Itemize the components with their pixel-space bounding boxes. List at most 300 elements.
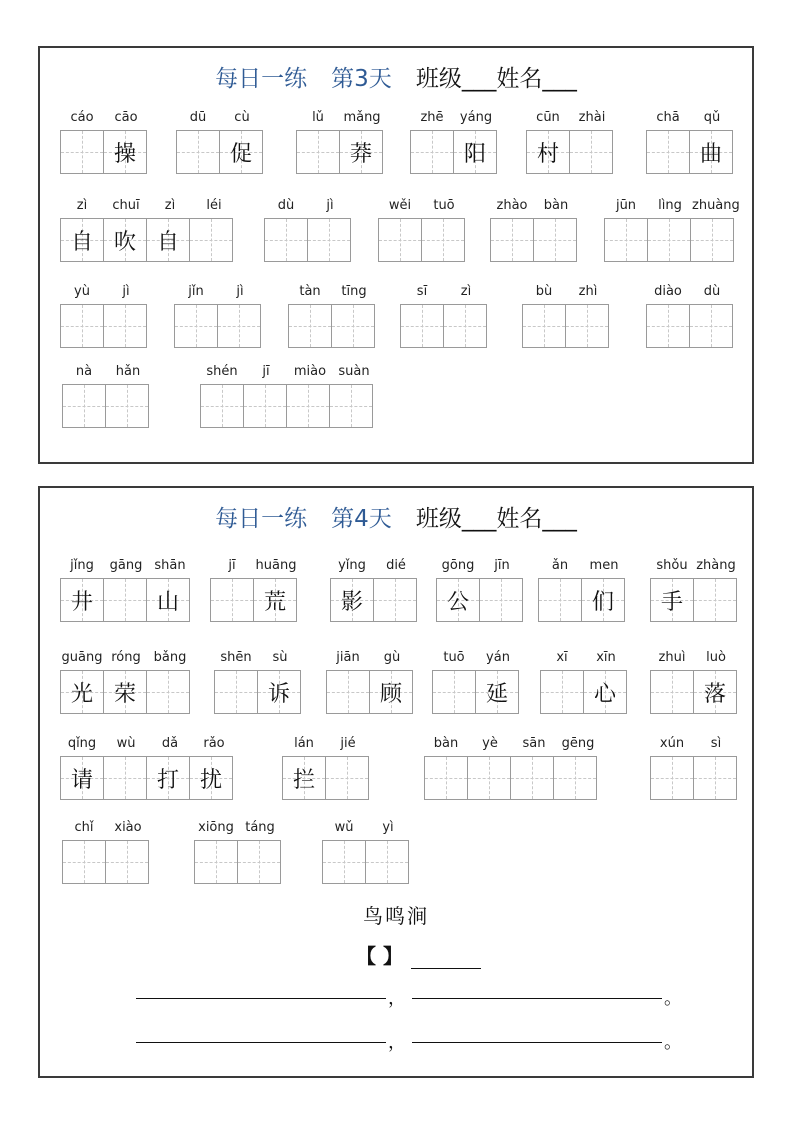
pinyin-syllable: qǐng <box>67 736 97 751</box>
hanzi-character: 扰 <box>199 767 222 793</box>
hanzi-character: 曲 <box>699 141 722 167</box>
pinyin-syllable: sì <box>710 736 722 751</box>
pinyin-row <box>322 820 410 840</box>
character-box[interactable] <box>103 578 147 622</box>
pinyin-syllable: sān <box>522 736 546 751</box>
character-box[interactable] <box>103 304 147 348</box>
character-box[interactable] <box>264 218 308 262</box>
pinyin-syllable: wù <box>116 736 136 751</box>
writing-grid <box>490 218 577 262</box>
pinyin-syllable: táng <box>245 820 275 835</box>
character-box[interactable] <box>60 130 104 174</box>
writing-grid <box>60 670 190 714</box>
pinyin-syllable: bàn <box>433 736 459 751</box>
pinyin-syllable: yè <box>482 736 498 751</box>
pinyin-row <box>326 650 414 670</box>
pinyin-row <box>436 558 524 578</box>
character-box[interactable] <box>286 384 330 428</box>
pinyin-syllable: shǒu <box>656 558 688 573</box>
character-box[interactable] <box>553 756 597 800</box>
character-box[interactable] <box>105 384 149 428</box>
pinyin-syllable: suàn <box>338 364 370 379</box>
writing-grid <box>60 218 233 262</box>
writing-grid <box>60 130 147 174</box>
writing-grid <box>330 578 417 622</box>
character-box[interactable] <box>378 218 422 262</box>
pinyin-row <box>200 364 376 384</box>
character-box[interactable] <box>189 218 233 262</box>
author-blank[interactable] <box>411 948 481 969</box>
character-box[interactable] <box>647 218 691 262</box>
character-box[interactable] <box>424 756 468 800</box>
character-box[interactable] <box>219 130 263 174</box>
character-box[interactable] <box>146 578 190 622</box>
character-box[interactable] <box>689 304 733 348</box>
writing-grid <box>296 130 383 174</box>
character-box[interactable] <box>373 578 417 622</box>
pinyin-syllable: rǎo <box>203 736 225 751</box>
character-box[interactable] <box>650 756 694 800</box>
hanzi-character: 自 <box>70 229 93 255</box>
pinyin-syllable: xiōng <box>198 820 234 835</box>
writing-grid <box>400 304 487 348</box>
hanzi-character: 阳 <box>463 141 486 167</box>
poem-blank[interactable] <box>412 998 662 999</box>
pinyin-syllable: ǎn <box>551 558 569 573</box>
character-box[interactable] <box>400 304 444 348</box>
title-class-name: 班级___姓名___ <box>415 66 577 92</box>
pinyin-syllable: yán <box>486 650 510 665</box>
character-box[interactable] <box>257 670 301 714</box>
hanzi-character: 手 <box>660 589 683 615</box>
writing-grid <box>322 840 409 884</box>
pinyin-syllable: bǎng <box>153 650 187 665</box>
pinyin-syllable: tuō <box>433 198 455 213</box>
pinyin-syllable: zhuàng <box>692 198 740 213</box>
writing-grid <box>650 670 737 714</box>
hanzi-character: 顾 <box>379 681 402 707</box>
pinyin-row <box>60 198 236 218</box>
pinyin-row <box>60 284 148 304</box>
writing-grid <box>288 304 375 348</box>
writing-grid <box>194 840 281 884</box>
character-box[interactable] <box>282 756 326 800</box>
pinyin-row <box>60 736 236 756</box>
pinyin-syllable: dù <box>703 284 721 299</box>
pinyin-row <box>400 284 488 304</box>
pinyin-syllable: jiān <box>336 650 360 665</box>
hanzi-character: 促 <box>229 141 252 167</box>
hanzi-character: 荒 <box>263 589 286 615</box>
pinyin-syllable: xīn <box>596 650 616 665</box>
writing-grid <box>200 384 373 428</box>
pinyin-row <box>60 650 192 670</box>
pinyin-syllable: tuō <box>443 650 465 665</box>
character-box[interactable] <box>174 304 218 348</box>
writing-grid <box>646 130 733 174</box>
character-box[interactable] <box>103 218 147 262</box>
poem-blank[interactable] <box>136 1042 386 1043</box>
writing-grid <box>174 304 261 348</box>
character-box[interactable] <box>467 756 511 800</box>
pinyin-row <box>650 736 738 756</box>
hanzi-character: 公 <box>446 589 469 615</box>
poem-period: 。 <box>664 988 682 1009</box>
pinyin-syllable: chā <box>656 110 680 125</box>
pinyin-syllable: cù <box>234 110 250 125</box>
character-box[interactable] <box>510 756 554 800</box>
pinyin-syllable: dū <box>189 110 207 125</box>
pinyin-row <box>378 198 466 218</box>
pinyin-row <box>646 284 734 304</box>
character-box[interactable] <box>339 130 383 174</box>
character-box[interactable] <box>443 304 487 348</box>
hanzi-character: 心 <box>593 681 616 707</box>
writing-grid <box>264 218 351 262</box>
pinyin-row <box>176 110 264 130</box>
character-box[interactable] <box>569 130 613 174</box>
pinyin-row <box>646 110 734 130</box>
pinyin-row <box>264 198 352 218</box>
character-box[interactable] <box>103 670 147 714</box>
pinyin-row <box>604 198 740 218</box>
character-box[interactable] <box>331 304 375 348</box>
character-box[interactable] <box>540 670 584 714</box>
writing-grid <box>650 578 737 622</box>
pinyin-syllable: shān <box>154 558 186 573</box>
character-box[interactable] <box>436 578 480 622</box>
character-box[interactable] <box>581 578 625 622</box>
pinyin-syllable: zì <box>460 284 472 299</box>
character-box[interactable] <box>565 304 609 348</box>
character-box[interactable] <box>253 578 297 622</box>
pinyin-syllable: jūn <box>615 198 637 213</box>
pinyin-row <box>62 820 150 840</box>
worksheet-title <box>40 60 752 93</box>
pinyin-syllable: jǐn <box>188 284 204 299</box>
hanzi-character: 请 <box>70 767 93 793</box>
writing-grid <box>60 304 147 348</box>
pinyin-syllable: men <box>589 558 619 573</box>
character-box[interactable] <box>176 130 220 174</box>
pinyin-row <box>330 558 418 578</box>
pinyin-row <box>424 736 600 756</box>
pinyin-syllable: zhē <box>420 110 444 125</box>
character-box[interactable] <box>604 218 648 262</box>
worksheet-day-4 <box>38 486 754 1078</box>
character-box[interactable] <box>103 756 147 800</box>
character-box[interactable] <box>296 130 340 174</box>
pinyin-row <box>194 820 282 840</box>
character-box[interactable] <box>214 670 258 714</box>
character-box[interactable] <box>479 578 523 622</box>
character-box[interactable] <box>60 578 104 622</box>
writing-grid <box>62 840 149 884</box>
character-box[interactable] <box>288 304 332 348</box>
writing-grid <box>378 218 465 262</box>
pinyin-syllable: cāo <box>114 110 138 125</box>
pinyin-row <box>526 110 614 130</box>
writing-grid <box>210 578 297 622</box>
poem-dynasty-bracket: 【 】 <box>356 944 403 968</box>
pinyin-syllable: xī <box>556 650 568 665</box>
pinyin-syllable: jī <box>262 364 270 379</box>
pinyin-syllable: dǎ <box>161 736 179 751</box>
pinyin-syllable: gù <box>383 650 401 665</box>
pinyin-syllable: jì <box>326 198 334 213</box>
poem-blank[interactable] <box>412 1042 662 1043</box>
pinyin-syllable: yù <box>74 284 90 299</box>
pinyin-syllable: bù <box>535 284 553 299</box>
character-box[interactable] <box>538 578 582 622</box>
character-box[interactable] <box>693 578 737 622</box>
pinyin-syllable: chuī <box>112 198 140 213</box>
pinyin-syllable: tīng <box>341 284 367 299</box>
writing-grid <box>646 304 733 348</box>
character-box[interactable] <box>322 840 366 884</box>
character-box[interactable] <box>646 130 690 174</box>
pinyin-syllable: zì <box>164 198 176 213</box>
hanzi-character: 打 <box>156 767 179 793</box>
pinyin-syllable: zhuì <box>658 650 686 665</box>
hanzi-character: 光 <box>70 681 93 707</box>
worksheet-title <box>40 500 752 533</box>
pinyin-syllable: gōng <box>441 558 475 573</box>
pinyin-row <box>432 650 520 670</box>
character-box[interactable] <box>526 130 570 174</box>
pinyin-row <box>410 110 498 130</box>
character-box[interactable] <box>217 304 261 348</box>
character-box[interactable] <box>146 670 190 714</box>
writing-grid <box>526 130 613 174</box>
title-class-name: 班级___姓名___ <box>415 506 577 532</box>
character-box[interactable] <box>237 840 281 884</box>
hanzi-character: 吹 <box>113 229 136 255</box>
pinyin-row <box>490 198 578 218</box>
hanzi-character: 们 <box>591 589 614 615</box>
pinyin-syllable: zhài <box>578 110 606 125</box>
poem-author-line <box>356 940 481 969</box>
pinyin-syllable: guāng <box>61 650 103 665</box>
pinyin-syllable: dié <box>386 558 406 573</box>
writing-grid <box>432 670 519 714</box>
writing-grid <box>214 670 301 714</box>
poem-period: 。 <box>664 1032 682 1053</box>
pinyin-syllable: miào <box>293 364 327 379</box>
pinyin-syllable: jì <box>122 284 130 299</box>
character-box[interactable] <box>650 670 694 714</box>
character-box[interactable] <box>689 130 733 174</box>
character-box[interactable] <box>325 756 369 800</box>
hanzi-character: 井 <box>70 589 93 615</box>
pinyin-syllable: lán <box>294 736 314 751</box>
title-daily-practice: 每日一练 <box>215 506 308 532</box>
writing-grid <box>410 130 497 174</box>
pinyin-row <box>540 650 628 670</box>
pinyin-syllable: zhàng <box>696 558 736 573</box>
pinyin-syllable: sù <box>272 650 288 665</box>
character-box[interactable] <box>650 578 694 622</box>
pinyin-syllable: wěi <box>388 198 412 213</box>
character-box[interactable] <box>103 130 147 174</box>
writing-grid <box>522 304 609 348</box>
hanzi-character: 村 <box>536 141 559 167</box>
poem-title: 鸟鸣涧 <box>363 904 429 928</box>
character-box[interactable] <box>329 384 373 428</box>
character-box[interactable] <box>690 218 734 262</box>
character-box[interactable] <box>369 670 413 714</box>
pinyin-row <box>650 558 738 578</box>
title-day: 第4天 <box>331 506 392 532</box>
pinyin-row <box>522 284 610 304</box>
character-box[interactable] <box>210 578 254 622</box>
character-box[interactable] <box>200 384 244 428</box>
pinyin-row <box>210 558 298 578</box>
pinyin-syllable: shēn <box>220 650 252 665</box>
writing-grid <box>650 756 737 800</box>
pinyin-row <box>174 284 262 304</box>
writing-grid <box>326 670 413 714</box>
pinyin-syllable: jǐng <box>70 558 94 573</box>
pinyin-syllable: jī <box>228 558 236 573</box>
pinyin-syllable: cáo <box>70 110 94 125</box>
hanzi-character: 莽 <box>349 141 372 167</box>
pinyin-row <box>288 284 376 304</box>
poem-line-1 <box>136 984 696 1009</box>
character-box[interactable] <box>62 384 106 428</box>
pinyin-row <box>650 650 738 670</box>
pinyin-syllable: róng <box>111 650 141 665</box>
pinyin-syllable: qǔ <box>703 110 721 125</box>
pinyin-syllable: luò <box>706 650 726 665</box>
pinyin-row <box>60 558 192 578</box>
poem-comma: ， <box>388 988 406 1009</box>
pinyin-syllable: xiào <box>114 820 142 835</box>
character-box[interactable] <box>646 304 690 348</box>
character-box[interactable] <box>189 756 233 800</box>
pinyin-syllable: zhì <box>578 284 598 299</box>
hanzi-character: 操 <box>113 141 136 167</box>
pinyin-syllable: léi <box>206 198 222 213</box>
pinyin-syllable: shén <box>206 364 238 379</box>
character-box[interactable] <box>194 840 238 884</box>
character-box[interactable] <box>243 384 287 428</box>
hanzi-character: 影 <box>340 589 363 615</box>
pinyin-syllable: cūn <box>536 110 560 125</box>
pinyin-row <box>62 364 150 384</box>
pinyin-syllable: gāng <box>109 558 143 573</box>
character-box[interactable] <box>475 670 519 714</box>
character-box[interactable] <box>693 670 737 714</box>
pinyin-row <box>296 110 384 130</box>
title-daily-practice: 每日一练 <box>215 66 308 92</box>
pinyin-syllable: jié <box>340 736 356 751</box>
writing-grid <box>62 384 149 428</box>
pinyin-syllable: lìng <box>658 198 682 213</box>
hanzi-character: 山 <box>156 589 179 615</box>
pinyin-syllable: mǎng <box>343 110 381 125</box>
writing-grid <box>538 578 625 622</box>
pinyin-syllable: gēng <box>561 736 595 751</box>
pinyin-syllable: dù <box>277 198 295 213</box>
hanzi-character: 延 <box>485 681 508 707</box>
writing-grid <box>436 578 523 622</box>
hanzi-character: 荣 <box>113 681 136 707</box>
character-box[interactable] <box>60 218 104 262</box>
character-box[interactable] <box>490 218 534 262</box>
pinyin-syllable: hǎn <box>115 364 141 379</box>
pinyin-syllable: wǔ <box>334 820 354 835</box>
pinyin-row <box>214 650 302 670</box>
pinyin-row <box>60 110 148 130</box>
pinyin-syllable: sī <box>416 284 428 299</box>
character-box[interactable] <box>421 218 465 262</box>
writing-grid <box>604 218 734 262</box>
pinyin-row <box>538 558 626 578</box>
hanzi-character: 诉 <box>267 681 290 707</box>
title-day: 第3天 <box>331 66 392 92</box>
character-box[interactable] <box>146 218 190 262</box>
pinyin-syllable: jīn <box>494 558 510 573</box>
character-box[interactable] <box>60 670 104 714</box>
character-box[interactable] <box>432 670 476 714</box>
pinyin-syllable: xún <box>659 736 685 751</box>
worksheet-day-3 <box>38 46 754 464</box>
character-box[interactable] <box>146 756 190 800</box>
character-box[interactable] <box>583 670 627 714</box>
pinyin-syllable: diào <box>654 284 682 299</box>
pinyin-syllable: zhào <box>496 198 528 213</box>
character-box[interactable] <box>307 218 351 262</box>
character-box[interactable] <box>60 304 104 348</box>
writing-grid <box>282 756 369 800</box>
hanzi-character: 落 <box>703 681 726 707</box>
poem-line-2 <box>136 1028 696 1053</box>
pinyin-syllable: zì <box>76 198 88 213</box>
pinyin-syllable: yì <box>382 820 394 835</box>
pinyin-syllable: yáng <box>459 110 493 125</box>
character-box[interactable] <box>326 670 370 714</box>
writing-grid <box>60 578 190 622</box>
pinyin-syllable: bàn <box>543 198 569 213</box>
character-box[interactable] <box>453 130 497 174</box>
character-box[interactable] <box>693 756 737 800</box>
pinyin-syllable: huāng <box>255 558 297 573</box>
poem-blank[interactable] <box>136 998 386 999</box>
hanzi-character: 自 <box>156 229 179 255</box>
poem-comma: ， <box>388 1032 406 1053</box>
pinyin-syllable: tàn <box>299 284 321 299</box>
character-box[interactable] <box>330 578 374 622</box>
writing-grid <box>424 756 597 800</box>
character-box[interactable] <box>365 840 409 884</box>
pinyin-syllable: lǔ <box>312 110 324 125</box>
pinyin-row <box>282 736 370 756</box>
hanzi-character: 拦 <box>292 767 315 793</box>
character-box[interactable] <box>522 304 566 348</box>
character-box[interactable] <box>533 218 577 262</box>
writing-grid <box>176 130 263 174</box>
pinyin-syllable: chǐ <box>74 820 94 835</box>
pinyin-syllable: nà <box>75 364 93 379</box>
character-box[interactable] <box>60 756 104 800</box>
writing-grid <box>540 670 627 714</box>
writing-grid <box>60 756 233 800</box>
pinyin-syllable: jì <box>236 284 244 299</box>
character-box[interactable] <box>410 130 454 174</box>
character-box[interactable] <box>62 840 106 884</box>
character-box[interactable] <box>105 840 149 884</box>
